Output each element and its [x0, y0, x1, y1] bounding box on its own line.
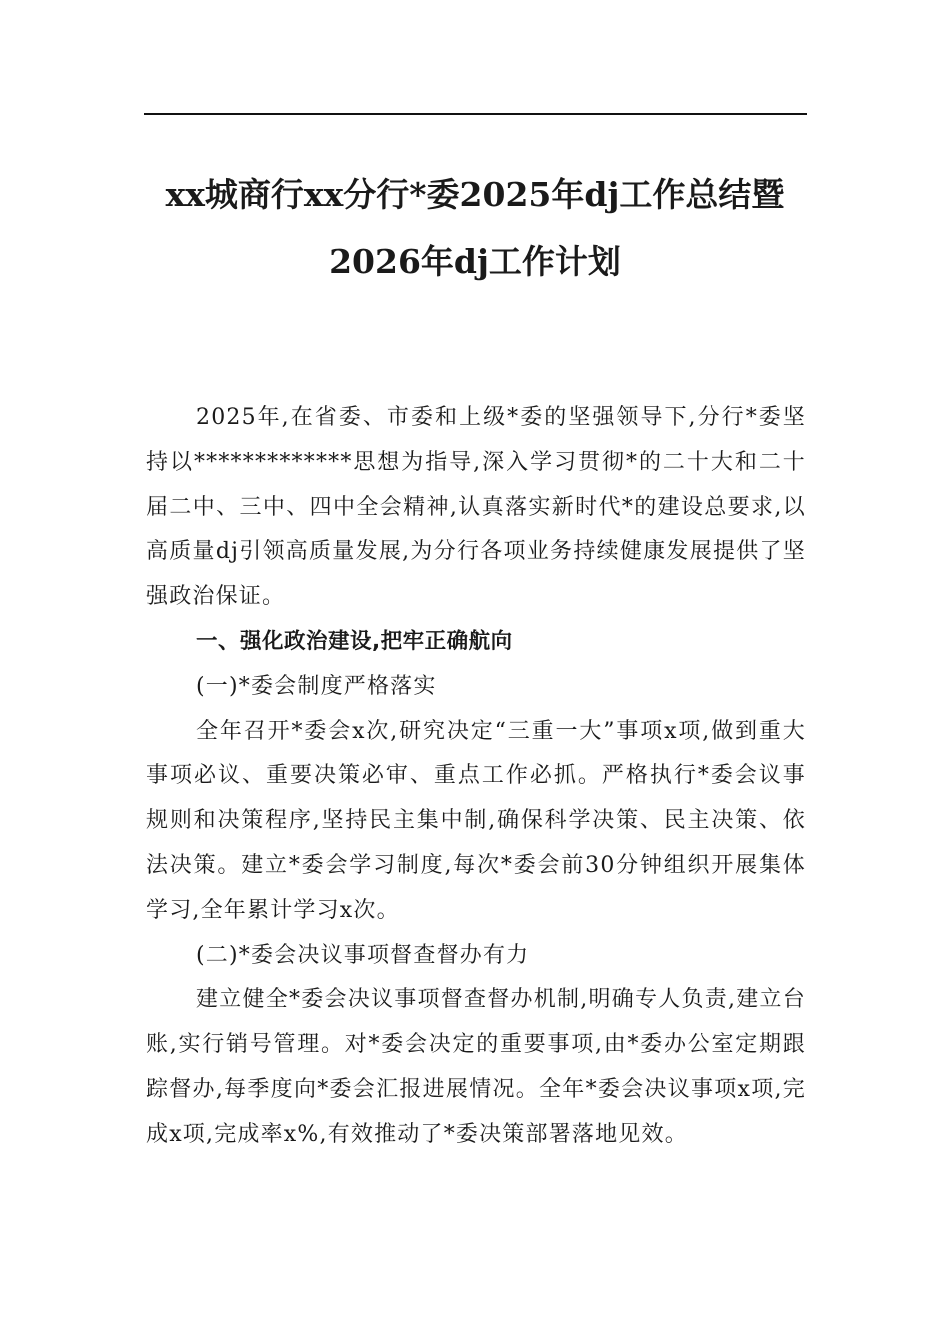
subsection-1-heading: (一)*委会制度严格落实 [196, 673, 437, 699]
document-title-line-2: 2026年dj工作计划 [329, 242, 621, 281]
subsection-2-paragraph: 建立健全*委会决议事项督查督办机制,明确专人负责,建立台账,实行销号管理。对*委会决定的重要事项,由*委办公室定期跟踪督办,每季度向*委会汇报进展情况。全年*委会决议事项x项,完成x项,完成率x%,有效推动了*委决策部署落地见效。 [146, 987, 806, 1147]
header-rule [144, 113, 807, 115]
intro-paragraph: 2025年,在省委、市委和上级*委的坚强领导下,分行*委坚持以*************思想为指导,深入学习贯彻*的二十大和二十届二中、三中、四中全会精神,认真落实新时代*的建设总要求,以高质量dj引领高质量发展,为分行各项业务持续健康发展提供了坚强政治保证。 [146, 405, 806, 610]
subsection-1-paragraph: 全年召开*委会x次,研究决定“三重一大”事项x项,做到重大事项必议、重要决策必审、重点工作必抓。严格执行*委会议事规则和决策程序,坚持民主集中制,确保科学决策、民主决策、依法决策。建立*委会学习制度,每次*委会前30分钟组织开展集体学习,全年累计学习x次。 [146, 718, 806, 923]
document-body [146, 396, 806, 1158]
subsection-2-heading: (二)*委会决议事项督查督办有力 [196, 942, 530, 968]
section-1-heading: 一、强化政治建设,把牢正确航向 [196, 628, 513, 654]
document-title-line-1: xx城商行xx分行*委2025年dj工作总结暨 [165, 175, 785, 214]
